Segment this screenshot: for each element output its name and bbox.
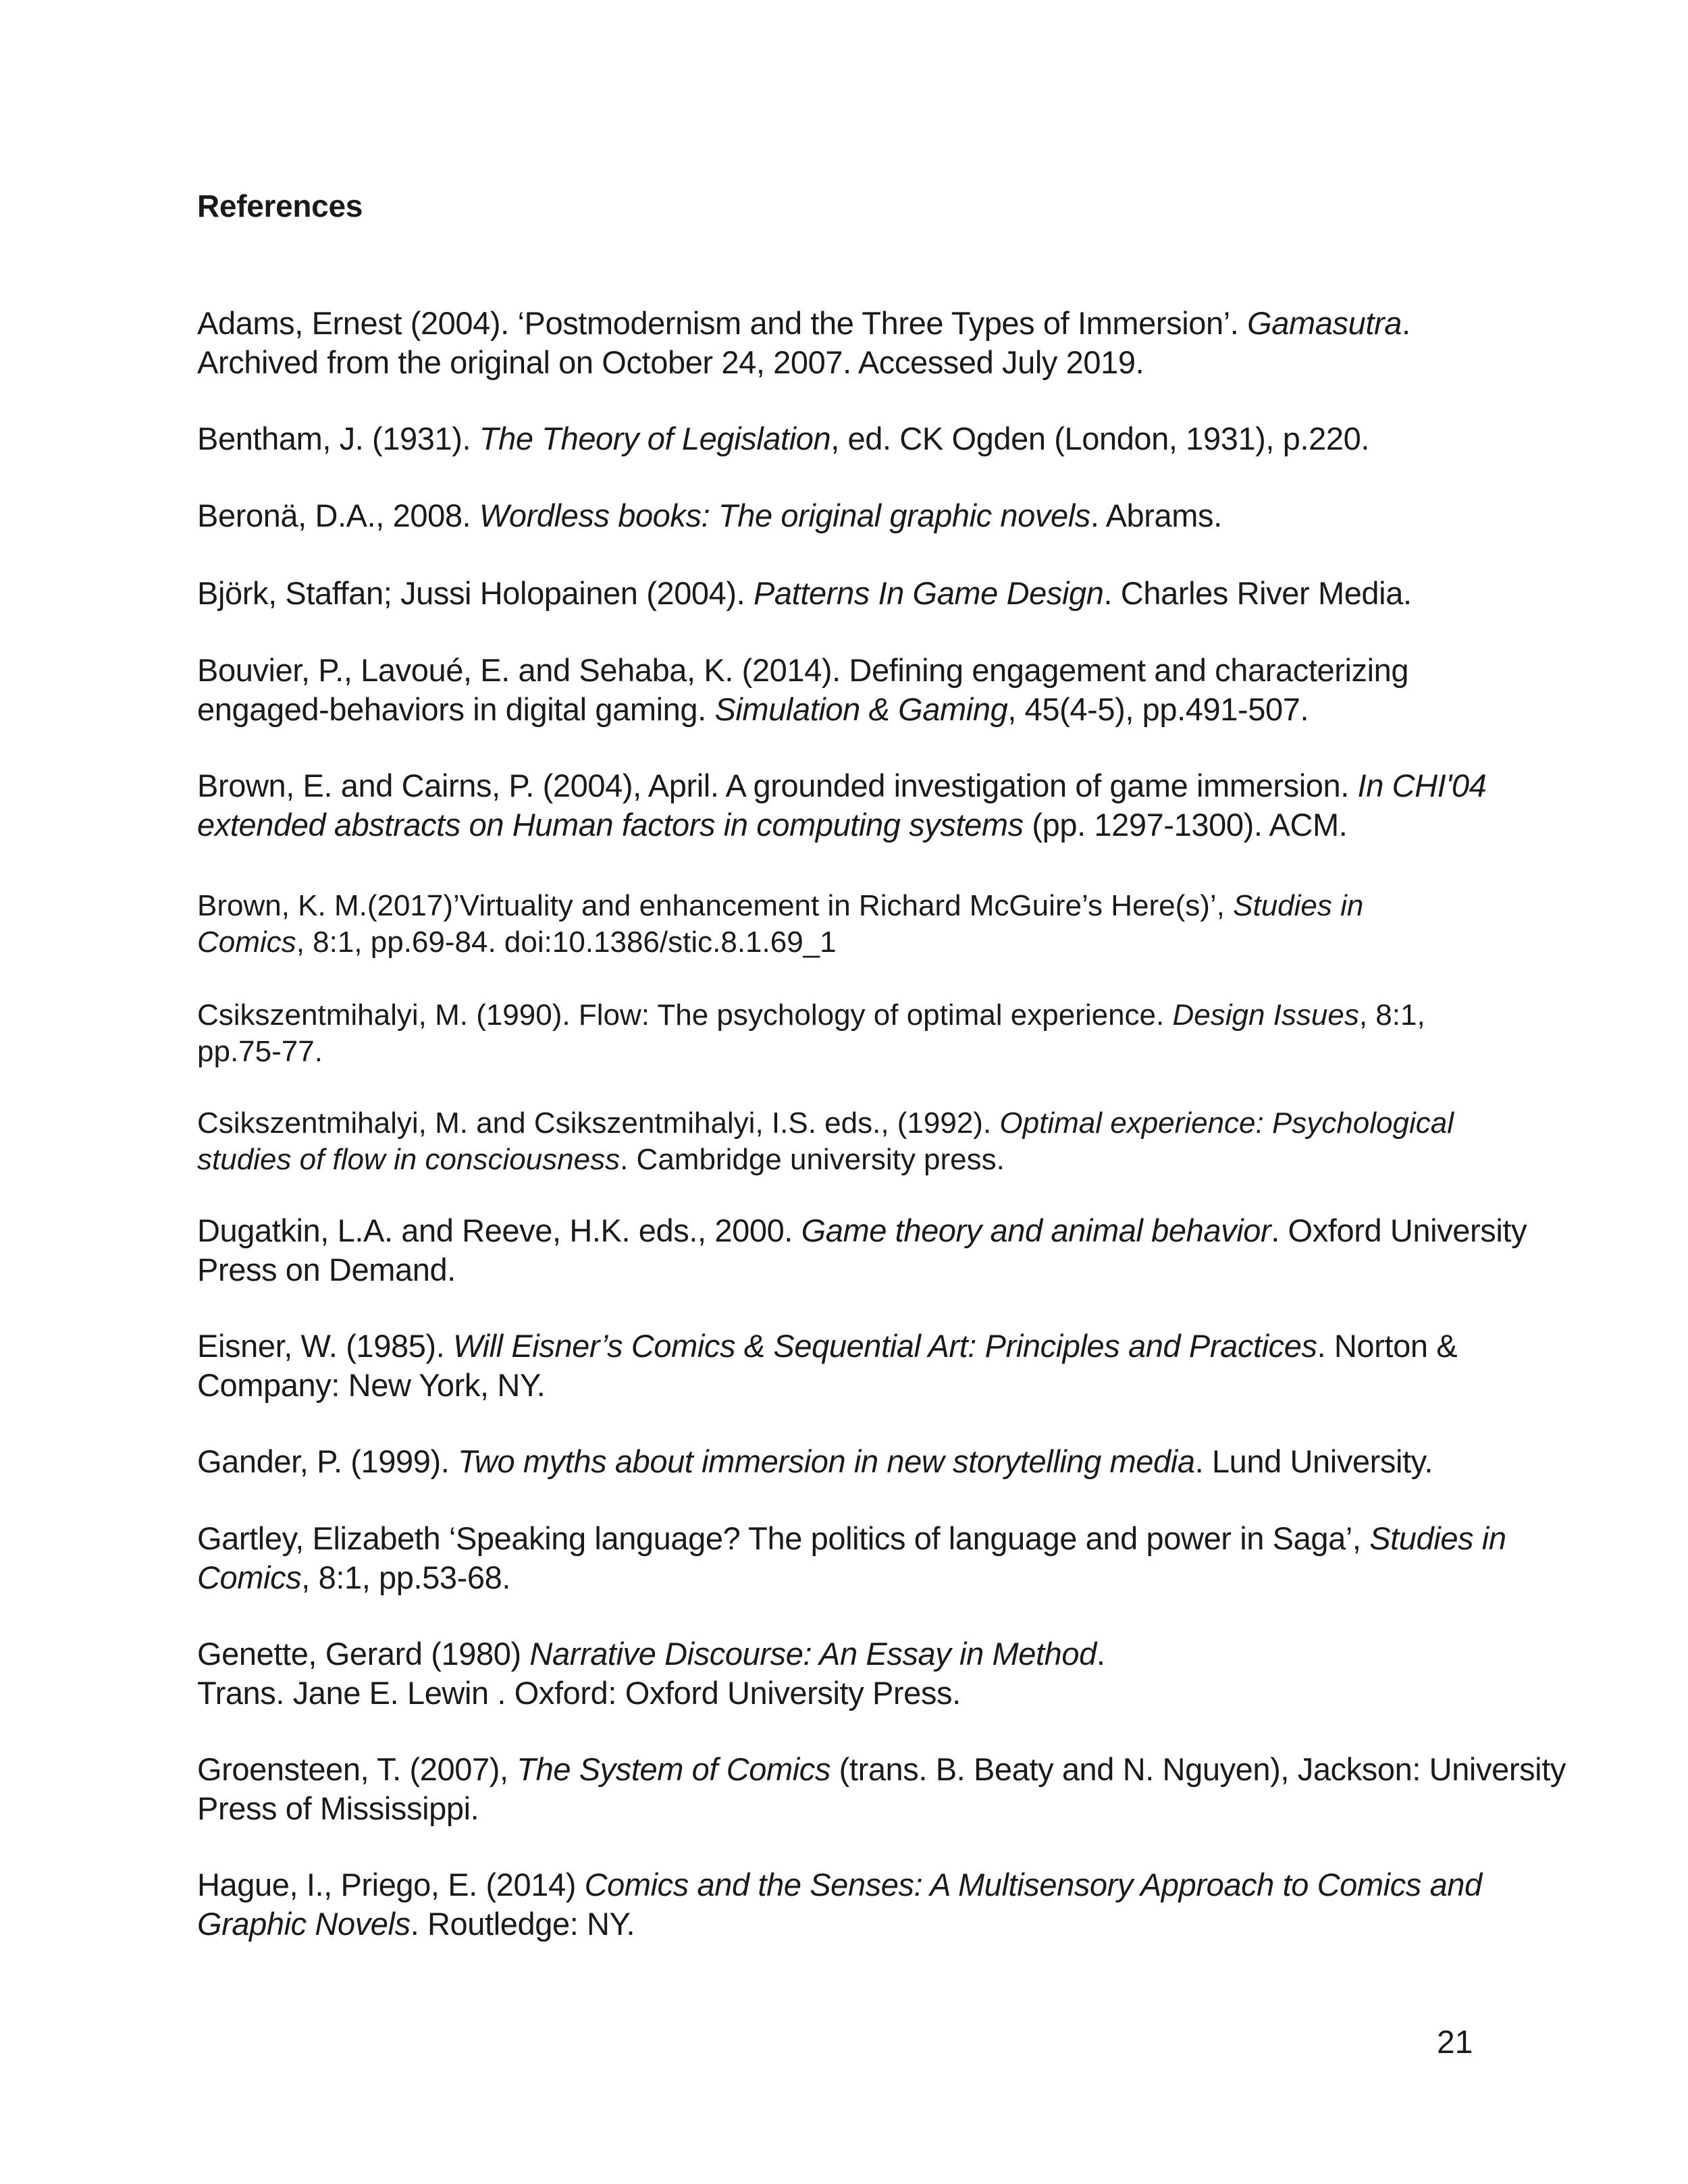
reference-entry bbox=[197, 1442, 1500, 1481]
reference-entry bbox=[197, 1865, 1500, 1944]
reference-text: , 8:1, bbox=[1359, 998, 1425, 1032]
reference-entry bbox=[197, 1519, 1506, 1597]
italic-title-text: Patterns In Game Design bbox=[753, 575, 1104, 611]
reference-text: . Charles River Media. bbox=[1103, 575, 1412, 611]
reference-line bbox=[197, 888, 1500, 924]
reference-text: , 8:1, pp.69-84. doi:10.1386/stic.8.1.69_1 bbox=[296, 926, 837, 959]
reference-line bbox=[197, 997, 1500, 1034]
reference-entry bbox=[197, 1634, 1500, 1713]
reference-line bbox=[197, 1105, 1500, 1142]
reference-line bbox=[197, 1674, 1500, 1713]
reference-line bbox=[197, 1366, 1500, 1405]
reference-text: engaged-behaviors in digital gaming. bbox=[197, 691, 715, 727]
italic-title-text: Studies in bbox=[1233, 889, 1364, 922]
italic-title-text: Game theory and animal behavior bbox=[801, 1213, 1271, 1248]
reference-text: Björk, Staffan; Jussi Holopainen (2004). bbox=[197, 575, 754, 611]
reference-line bbox=[197, 419, 1500, 458]
italic-title-text: Studies in bbox=[1369, 1520, 1506, 1556]
italic-title-text: Wordless books: The original graphic novels bbox=[479, 498, 1090, 533]
reference-text: . Abrams. bbox=[1090, 498, 1222, 533]
reference-text: , 45(4-5), pp.491-507. bbox=[1007, 691, 1309, 727]
italic-title-text: In CHI'04 bbox=[1357, 768, 1487, 803]
reference-line bbox=[197, 766, 1500, 805]
reference-text: Trans. Jane E. Lewin . Oxford: Oxford University Press. bbox=[197, 1675, 961, 1711]
reference-line bbox=[197, 924, 1500, 961]
reference-text: Eisner, W. (1985). bbox=[197, 1328, 454, 1364]
italic-title-text: The System of Comics bbox=[517, 1751, 830, 1787]
reference-line bbox=[197, 805, 1500, 845]
italic-title-text: Comics and the Senses: A Multisensory Approach to Comics and bbox=[584, 1867, 1482, 1902]
reference-line bbox=[197, 1789, 1500, 1828]
reference-text: Csikszentmihalyi, M. and Csikszentmihalyi, I.S. eds., (1992). bbox=[197, 1107, 1000, 1140]
reference-entry bbox=[197, 304, 1500, 382]
reference-line bbox=[197, 1519, 1506, 1558]
reference-line bbox=[197, 1211, 1527, 1250]
reference-line bbox=[197, 496, 1500, 535]
reference-text: Press on Demand. bbox=[197, 1252, 456, 1287]
reference-entry bbox=[197, 1750, 1566, 1828]
italic-title-text: Comics bbox=[197, 1560, 302, 1595]
italic-title-text: Narrative Discourse: An Essay in Method bbox=[529, 1636, 1097, 1672]
reference-text: (trans. B. Beaty and N. Nguyen), Jackson: University bbox=[830, 1751, 1566, 1787]
reference-line bbox=[197, 690, 1500, 729]
reference-entry bbox=[197, 888, 1500, 961]
reference-text: Gander, P. (1999). bbox=[197, 1443, 458, 1479]
reference-line bbox=[197, 1865, 1500, 1905]
reference-text: . Oxford University bbox=[1271, 1213, 1527, 1248]
reference-entry bbox=[197, 419, 1500, 458]
reference-line bbox=[197, 343, 1500, 382]
reference-text: , ed. CK Ogden (London, 1931), p.220. bbox=[830, 421, 1370, 456]
page-number: 21 bbox=[1437, 2025, 1473, 2060]
reference-line bbox=[197, 651, 1500, 690]
reference-text: . Cambridge university press. bbox=[620, 1143, 1005, 1176]
reference-text: . Routledge: NY. bbox=[410, 1906, 635, 1942]
italic-title-text: Will Eisner’s Comics & Sequential Art: Principles and Practices bbox=[453, 1328, 1317, 1364]
reference-text: . Lund University. bbox=[1194, 1443, 1433, 1479]
reference-text: Beronä, D.A., 2008. bbox=[197, 498, 479, 533]
reference-entry bbox=[197, 1105, 1500, 1178]
reference-text: Bouvier, P., Lavoué, E. and Sehaba, K. (2014). Defining engagement and characterizing bbox=[197, 652, 1409, 688]
italic-title-text: Simulation & Gaming bbox=[714, 691, 1008, 727]
reference-text: Gartley, Elizabeth ‘Speaking language? The politics of language and power in Saga’, bbox=[197, 1520, 1370, 1556]
reference-line bbox=[197, 1442, 1500, 1481]
reference-text: Adams, Ernest (2004). ‘Postmodernism and the Three Types of Immersion’. bbox=[197, 305, 1248, 341]
reference-line bbox=[197, 1327, 1500, 1366]
italic-title-text: Design Issues bbox=[1172, 998, 1359, 1032]
reference-line bbox=[197, 1634, 1500, 1674]
reference-text: Company: New York, NY. bbox=[197, 1367, 546, 1403]
reference-entry bbox=[197, 766, 1500, 845]
reference-line bbox=[197, 574, 1500, 613]
reference-text: Csikszentmihalyi, M. (1990). Flow: The psychology of optimal experience. bbox=[197, 998, 1173, 1032]
italic-title-text: Two myths about immersion in new storytelling media bbox=[458, 1443, 1195, 1479]
reference-text: Brown, K. M.(2017)’Virtuality and enhancement in Richard McGuire’s Here(s)’, bbox=[197, 889, 1234, 922]
italic-title-text: studies of flow in consciousness bbox=[197, 1143, 621, 1176]
reference-entry bbox=[197, 651, 1500, 729]
italic-title-text: The Theory of Legislation bbox=[479, 421, 831, 456]
reference-line bbox=[197, 1905, 1500, 1944]
reference-text: Bentham, J. (1931). bbox=[197, 421, 479, 456]
italic-title-text: extended abstracts on Human factors in computing systems bbox=[197, 807, 1024, 843]
reference-text: Genette, Gerard (1980) bbox=[197, 1636, 530, 1672]
reference-text: Brown, E. and Cairns, P. (2004), April. A grounded investigation of game immersion. bbox=[197, 768, 1358, 803]
reference-text: . bbox=[1402, 305, 1410, 341]
reference-entry bbox=[197, 1327, 1500, 1405]
reference-text: Dugatkin, L.A. and Reeve, H.K. eds., 2000. bbox=[197, 1213, 801, 1248]
reference-line bbox=[197, 1558, 1500, 1597]
reference-line bbox=[197, 1142, 1500, 1178]
reference-line bbox=[197, 1250, 1500, 1289]
reference-line bbox=[197, 1034, 1500, 1070]
italic-title-text: Gamasutra bbox=[1247, 305, 1402, 341]
italic-title-text: Optimal experience: Psychological bbox=[999, 1107, 1454, 1140]
reference-text: (pp. 1297-1300). ACM. bbox=[1023, 807, 1348, 843]
italic-title-text: Graphic Novels bbox=[197, 1906, 411, 1942]
reference-text: Hague, I., Priego, E. (2014) bbox=[197, 1867, 585, 1902]
reference-entry bbox=[197, 574, 1500, 613]
italic-title-text: Comics bbox=[197, 926, 296, 959]
reference-text: . Norton & bbox=[1317, 1328, 1458, 1364]
reference-text: Archived from the original on October 24, 2007. Accessed July 2019. bbox=[197, 344, 1144, 380]
reference-text: . bbox=[1096, 1636, 1105, 1672]
reference-text: Groensteen, T. (2007), bbox=[197, 1751, 517, 1787]
reference-entry bbox=[197, 496, 1500, 535]
reference-text: , 8:1, pp.53-68. bbox=[301, 1560, 511, 1595]
reference-line bbox=[197, 304, 1500, 343]
reference-text: pp.75-77. bbox=[197, 1035, 323, 1068]
references-heading: References bbox=[197, 188, 363, 223]
reference-entry bbox=[197, 997, 1500, 1070]
reference-text: Press of Mississippi. bbox=[197, 1790, 479, 1826]
reference-line bbox=[197, 1750, 1566, 1789]
reference-entry bbox=[197, 1211, 1527, 1289]
